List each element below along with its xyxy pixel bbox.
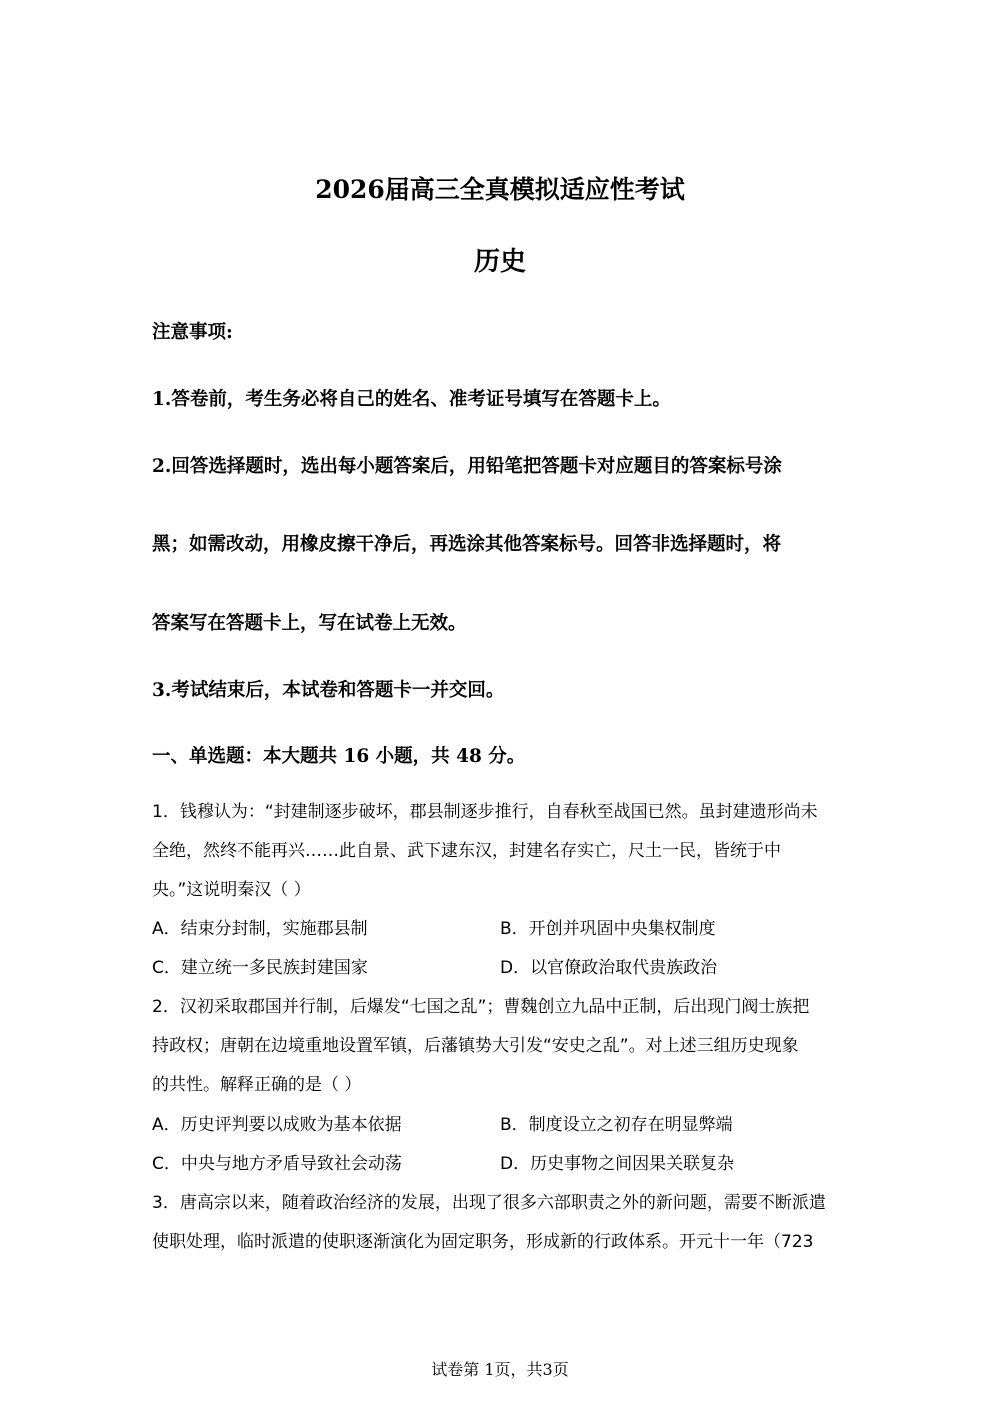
- question-2-line2: 持政权；唐朝在边境重地设置军镇，后藩镇势大引发“安史之乱”。对上述三组历史现象: [152, 1036, 799, 1056]
- section-heading: 一、单选题：本大题共 16 小题，共 48 分。: [152, 746, 526, 767]
- notice-item-2-line2: 黑；如需改动，用橡皮擦干净后，再选涂其他答案标号。回答非选择题时，将: [152, 534, 782, 555]
- page-footer: 试卷第 1页，共3页: [431, 1360, 569, 1379]
- notice-item-1: 1.答卷前，考生务必将自己的姓名、准考证号填写在答题卡上。: [152, 389, 671, 410]
- notice-item-3: 3.考试结束后，本试卷和答题卡一并交回。: [152, 680, 505, 701]
- exam-title: 2026届高三全真模拟适应性考试: [315, 175, 685, 204]
- notice-heading: 注意事项:: [152, 322, 233, 343]
- notice-item-2-line1: 2.回答选择题时，选出每小题答案后，用铅笔把答题卡对应题目的答案标号涂: [152, 456, 782, 477]
- question-2-line3: 的共性。解释正确的是（ ）: [152, 1075, 362, 1095]
- question-2-option-d: D．历史事物之间因果关联复杂: [500, 1154, 735, 1174]
- question-1-line2: 全绝，然终不能再兴……此自景、武下逮东汉，封建名存实亡，尺土一民，皆统于中: [152, 841, 781, 861]
- subject-title: 历史: [473, 247, 526, 277]
- question-3-line1: 3．唐高宗以来，随着政治经济的发展，出现了很多六部职责之外的新问题，需要不断派遣: [152, 1193, 826, 1213]
- question-1-option-a: A．结束分封制，实施郡县制: [152, 919, 368, 939]
- question-2-option-b: B．制度设立之初存在明显弊端: [500, 1115, 733, 1135]
- question-2-line1: 2．汉初采取郡国并行制，后爆发“七国之乱”；曹魏创立九品中正制，后出现门阀士族把: [152, 997, 810, 1017]
- notice-item-2-line3: 答案写在答题卡上，写在试卷上无效。: [152, 613, 467, 634]
- question-1-option-b: B．开创并巩固中央集权制度: [500, 919, 716, 939]
- question-1-option-d: D．以官僚政治取代贵族政治: [500, 958, 718, 978]
- question-1-line1: 1．钱穆认为：“封建制逐步破坏，郡县制逐步推行，自春秋至战国已然。虽封建遗形尚未: [152, 802, 818, 822]
- question-2-option-c: C．中央与地方矛盾导致社会动荡: [152, 1154, 402, 1174]
- question-1-option-c: C．建立统一多民族封建国家: [152, 958, 368, 978]
- question-3-line2: 使职处理，临时派遣的使职逐渐演化为固定职务，形成新的行政体系。开元十一年（723: [152, 1232, 814, 1252]
- question-1-line3: 央。”这说明秦汉（ ）: [152, 880, 311, 900]
- question-2-option-a: A．历史评判要以成败为基本依据: [152, 1115, 402, 1135]
